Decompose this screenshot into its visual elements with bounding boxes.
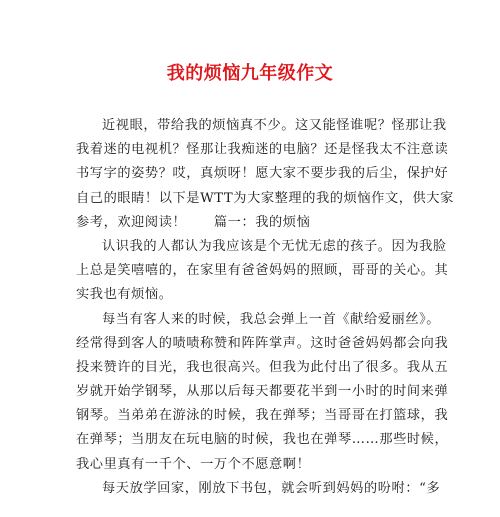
text-line: 认识我的人都认为我应该是个无忧无虑的孩子。因为我脸 bbox=[102, 238, 447, 254]
text-line: 自己的眼睛！以下是WTT为大家整理的我的烦恼作文，供大家 bbox=[76, 190, 454, 206]
text-line: 参考，欢迎阅读！ 篇一：我的烦恼 bbox=[76, 214, 311, 230]
text-line: 我心里真有一千个、一万个不愿意啊！ bbox=[76, 456, 311, 472]
text-line: 经常得到客人的啧啧称赞和阵阵掌声。这时爸爸妈妈都会向我 bbox=[76, 335, 449, 351]
text-line: 钢琴。当弟弟在游泳的时候，我在弹琴；当哥哥在打篮球，我 bbox=[76, 408, 449, 424]
article-body bbox=[76, 114, 454, 501]
document-title: 我的烦恼九年级作文 bbox=[166, 63, 334, 84]
text-line: 投来赞许的目光，我也很高兴。但我为此付出了很多。我从五 bbox=[76, 359, 449, 375]
text-line: 在弹琴；当朋友在玩电脑的时候，我也在弹琴……那些时候， bbox=[76, 432, 449, 448]
text-line: 近视眼，带给我的烦恼真不少。这又能怪谁呢？怪那让我 bbox=[102, 118, 447, 133]
text-line: 实我也有烦恼。 bbox=[76, 287, 173, 303]
text-line: 上总是笑嘻嘻的，在家里有爸爸妈妈的照顾，哥哥的关心。其 bbox=[76, 263, 449, 279]
text-line: 每当有客人来的时候，我总会弹上一首《献给爱丽丝》。 bbox=[102, 311, 441, 327]
text-line: 书写字的姿势？哎，真烦呀！愿大家不要步我的后尘，保护好 bbox=[76, 166, 449, 182]
text-line: 每天放学回家，刚放下书包，就会听到妈妈的吩咐：“多 bbox=[102, 480, 441, 496]
text-line: 岁就开始学钢琴，从那以后每天都要花半到一小时的时间来弹 bbox=[76, 384, 449, 400]
text-line: 我着迷的电视机？怪那让我痴迷的电脑？还是怪我太不注意读 bbox=[76, 142, 449, 158]
